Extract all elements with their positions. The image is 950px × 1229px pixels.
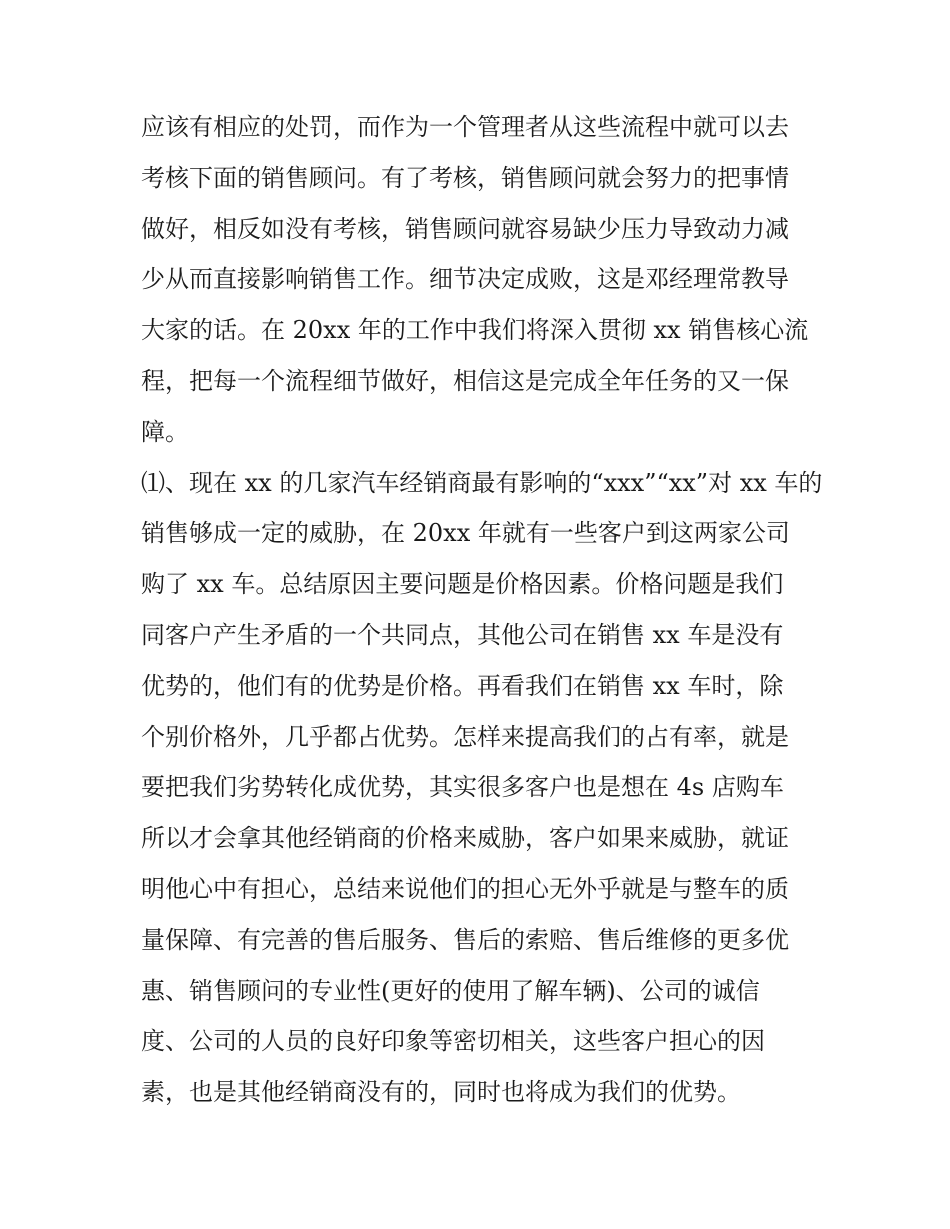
text-line: 少从而直接影响销售工作。细节决定成败，这是邓经理常教导: [141, 265, 789, 294]
text-line: 要把我们劣势转化成优势，其实很多客户也是想在 4s 店购车: [141, 773, 784, 802]
text-line: 所以才会拿其他经销商的价格来威胁，客户如果来威胁，就证: [141, 824, 789, 853]
body-text: [141, 102, 821, 1118]
text-line: 素，也是其他经销商没有的，同时也将成为我们的优势。: [141, 1078, 741, 1107]
text-line: 个别价格外，几乎都占优势。怎样来提高我们的占有率，就是: [141, 722, 789, 751]
text-line: 同客户产生矛盾的一个共同点，其他公司在销售 xx 车是没有: [141, 620, 784, 649]
text-line: 程，把每一个流程细节做好，相信这是完成全年任务的又一保: [141, 366, 789, 395]
text-line: 明他心中有担心，总结来说他们的担心无外乎就是与整车的质: [141, 874, 789, 903]
text-line: 销售够成一定的威胁，在 20xx 年就有一些客户到这两家公司: [141, 519, 790, 548]
text-line: 惠、销售顾问的专业性(更好的使用了解车辆)、公司的诚信: [141, 976, 760, 1005]
text-line: 应该有相应的处罚，而作为一个管理者从这些流程中就可以去: [141, 113, 789, 141]
text-line: 购了 xx 车。总结原因主要问题是价格因素。价格问题是我们: [141, 570, 784, 599]
text-line: 障。: [141, 417, 189, 446]
text-line: ⑴、现在 xx 的几家汽车经销商最有影响的“xxx”“xx”对 xx 车的: [141, 468, 823, 497]
text-line: 考核下面的销售顾问。有了考核，销售顾问就会努力的把事情: [141, 163, 789, 192]
text-line: 度、公司的人员的良好印象等密切相关，这些客户担心的因: [141, 1027, 765, 1056]
text-line: 大家的话。在 20xx 年的工作中我们将深入贯彻 xx 销售核心流: [141, 316, 809, 345]
text-line: 优势的，他们有的优势是价格。再看我们在销售 xx 车时，除: [141, 671, 784, 700]
text-line: 做好，相反如没有考核，销售顾问就容易缺少压力导致动力减: [141, 214, 789, 243]
text-line: 量保障、有完善的售后服务、售后的索赔、售后维修的更多优: [141, 925, 789, 954]
